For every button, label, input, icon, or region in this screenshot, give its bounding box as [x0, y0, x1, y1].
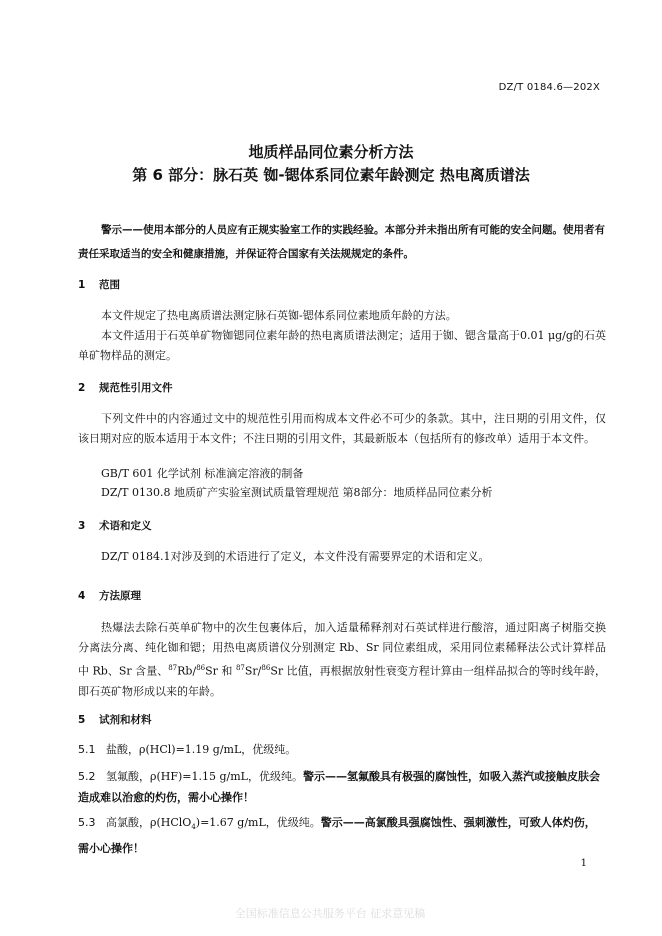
reagent-item-hcl: 5.1 盐酸，ρ(HCl)=1.19 g/mL，优级纯。	[78, 743, 297, 756]
section-5-heading: 5 试剂和材料	[78, 714, 152, 726]
watermark: 全国标准信息公共服务平台 征求意见稿	[234, 907, 426, 920]
safety-warning: 警示——使用本部分的人员应有正规实验室工作的实践经验。本部分并未指出所有可能的安全问题。使用者有责任采取适当的安全和健康措施，并保证符合国家有关法规规定的条件。	[78, 224, 605, 260]
section-4-heading: 4 方法原理	[78, 590, 141, 602]
section-1-para-2: 本文件适用于石英单矿物铷锶同位素年龄的热电离质谱法测定；适用于铷、锶含量高于0.01 μg/g的石英单矿物样品的测定。	[78, 329, 606, 362]
reference-gbt601: GB/T 601 化学试剂 标准滴定溶液的制备	[101, 467, 304, 480]
page-number: 1	[580, 858, 587, 869]
section-1-para-1: 本文件规定了热电离质谱法测定脉石英铷-锶体系同位素地质年龄的方法。	[101, 309, 457, 322]
document-title-line1: 地质样品同位素分析方法	[248, 143, 414, 161]
section-2-heading: 2 规范性引用文件	[78, 382, 173, 394]
section-2-para-1: 下列文件中的内容通过文中的规范性引用而构成本文件必不可少的条款。其中，注日期的引用文件，仅该日期对应的版本适用于本文件；不注日期的引用文件，其最新版本（包括所有的修改单）适用于本文件。	[78, 412, 606, 445]
reference-dzt0130: DZ/T 0130.8 地质矿产实验室测试质量管理规范 第8部分：地质样品同位素分析	[101, 486, 493, 499]
section-4-para-1: 热爆法去除石英单矿物中的次生包裹体后，加入适量稀释剂对石英试样进行酸溶，通过阳离子树脂交换分离法分离、纯化铷和锶；用热电离质谱仪分别测定 Rb、Sr 同位素组成，采用同位素稀释法公式计算样品中 Rb、Sr 含量、$^{87}$Rb/$^{86}$Sr 和 $^{87}$Sr/$^{86}$Sr 比值，再根据放射性衰变方程计算由一组样品拟合的等时线年龄，即石英矿物形成以来的年龄。	[78, 621, 606, 698]
reagent-item-hf: 5.2 氢氟酸，ρ(HF)=1.15 g/mL，优级纯。警示——氢氟酸具有极强的腐蚀性，如吸入蒸汽或接触皮肤会造成难以治愈的灼伤，需小心操作！	[78, 770, 600, 804]
document-code: DZ/T 0184.6—202X	[498, 82, 600, 93]
section-1-heading: 1 范围	[78, 279, 120, 291]
section-3-heading: 3 术语和定义	[78, 520, 152, 532]
reagent-item-hclo4: 5.3 高氯酸，ρ(HClO$_4$)=1.67 g/mL，优级纯。警示——高氯酸具强腐蚀性、强刺激性，可致人体灼伤，需小心操作！	[78, 816, 596, 856]
section-3-para-1: DZ/T 0184.1对涉及到的术语进行了定义，本文件没有需要界定的术语和定义。	[101, 550, 490, 563]
document-title-line2: 第 6 部分：脉石英 铷-锶体系同位素年龄测定 热电离质谱法	[132, 166, 530, 184]
